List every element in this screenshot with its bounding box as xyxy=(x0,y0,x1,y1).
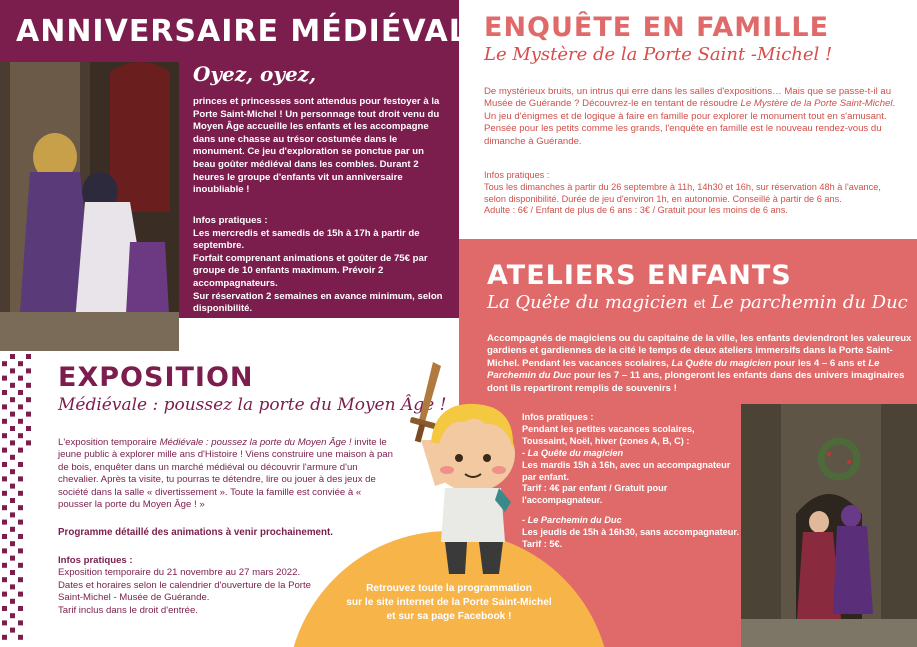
ateliers-a-time: Les mardis 15h à 16h, avec un accompagnateur par enfant. xyxy=(522,459,731,482)
enquete-title: ENQUÊTE EN FAMILLE xyxy=(484,12,830,43)
enquete-info-line: Adulte : 6€ / Enfant de plus de 6 ans : 3€ / Gratuit pour les moins de 6 ans. xyxy=(484,205,788,216)
child-knight-illustration xyxy=(395,362,515,577)
anniversaire-body: princes et princesses sont attendus pour festoyer à la Porte Saint-Michel ! Un personnage tout droit venu du Moyen Âge accueille les enfants et les accompagne dans une chasse au trésor costumée dans le monument. Ce jeu d'exploration se ponctue par un beau goûter médiéval dans les combles. Durant 2 heures le groupe d'enfants vit un anniversaire inoubliable ! xyxy=(193,96,440,196)
exposition-title: EXPOSITION xyxy=(58,362,254,393)
enquete-body xyxy=(484,86,904,148)
exposition-subtitle: Médiévale : poussez la porte du Moyen Âge ! xyxy=(58,395,447,415)
exposition-body-italic: Médiévale : poussez la porte du Moyen Âge ! xyxy=(159,437,352,448)
anniversaire-info-line: Sur réservation 2 semaines en avance minimum, selon disponibilité. xyxy=(193,290,443,315)
anniversaire-greeting: Oyez, oyez, xyxy=(193,62,317,86)
exposition-info-title: Infos pratiques : xyxy=(58,555,133,566)
exposition-info-line: Exposition temporaire du 21 novembre au 27 mars 2022. xyxy=(58,567,301,579)
anniversaire-info-line: Les mercredis et samedis de 15h à 17h à partir de septembre. xyxy=(193,227,420,252)
ateliers-b-time: Les jeudis de 15h à 16h30, sans accompagnateur. xyxy=(522,527,740,538)
enquete-info xyxy=(484,170,904,217)
ateliers-info xyxy=(522,412,742,551)
ateliers-info-title: Infos pratiques : xyxy=(522,412,594,422)
enquete-body-pre: De mystérieux bruits, un intrus qui erre dans les salles d'expositions… Mais que se passe-t-il au Musée de Guérande ? Découvrez-le en tentant de résoudre xyxy=(484,86,892,110)
ateliers-photo xyxy=(741,404,917,647)
ateliers-a-name: - La Quête du magicien xyxy=(522,447,624,458)
ateliers-b-name: - Le Parchemin du Duc xyxy=(522,515,622,526)
exposition-program-note: Programme détaillé des animations à venir prochainement. xyxy=(58,527,333,538)
enquete-info-title: Infos pratiques : xyxy=(484,170,550,180)
decorative-dot-pattern xyxy=(0,352,36,647)
enquete-body-italic: Le Mystère de la Porte Saint-Michel xyxy=(740,98,893,110)
ateliers-body-part: pour les 7 – 11 ans, plongeront les enfants dans des univers imaginaires dont ils repartiront remplis de souvenirs ! xyxy=(487,370,905,394)
anniversaire-info xyxy=(193,215,448,316)
ateliers-body-italic: Le Parchemin du Duc xyxy=(487,357,880,382)
ateliers-b-price: Tarif : 5€. xyxy=(522,539,563,550)
promo-line: et sur sa page Facebook ! xyxy=(386,611,512,622)
promo-text xyxy=(287,582,611,624)
exposition-body-part: L'exposition temporaire xyxy=(58,437,160,448)
exposition-body-part: invite le jeune public à explorer mille ans d'Histoire ! Viens construire une maison à pan de bois, enquêter dans un marché médiéval ou découvrir l'armure d'un chevalier. Après ta visite, tu pourras te détendre, lire ou jouer à des jeux de société dans la salle « divertissement ». Toute la famille est conviée à « pousser la porte du Moyen Âge ! » xyxy=(58,437,393,511)
ateliers-body xyxy=(487,333,912,395)
ateliers-subtitle-a: La Quête du magicien xyxy=(487,292,689,313)
ateliers-title: ATELIERS ENFANTS xyxy=(487,260,792,291)
exposition-info-line: Dates et horaires selon le calendrier d'ouverture de la Porte Saint-Michel - Musée de Guérande. xyxy=(58,579,312,604)
enquete-subtitle: Le Mystère de la Porte Saint -Michel ! xyxy=(484,44,833,65)
ateliers-subtitle-b: Le parchemin du Duc xyxy=(711,292,908,313)
promo-line: Retrouvez toute la programmation xyxy=(366,583,532,594)
ateliers-body-italic: La Quête du magicien xyxy=(671,357,772,369)
promo-line: sur le site internet de la Porte Saint-Michel xyxy=(346,597,552,608)
ateliers-subtitle xyxy=(487,292,908,313)
ateliers-a-price: Tarif : 4€ par enfant / Gratuit pour l'accompagnateur. xyxy=(522,483,668,506)
ateliers-info-intro: Pendant les petites vacances scolaires, Toussaint, Noël, hiver (zones A, B, C) : xyxy=(522,423,695,446)
ateliers-body-part: Accompagnés de magiciens ou du capitaine de la ville, les enfants deviendront les valeureux gardiens et gardiennes de la cité le temps de deux ateliers immersifs dans la Porte Saint-Michel. Pendant les vacances scolaires, xyxy=(487,333,912,369)
anniversaire-title: ANNIVERSAIRE MÉDIÉVAL xyxy=(16,14,469,49)
exposition-info-line: Tarif inclus dans le droit d'entrée. xyxy=(58,604,198,616)
enquete-body-post: . Un jeu d'énigmes et de logique à faire en famille pour explorer le monument tout en s'amusant. Pensée pour les petits comme les grands, l'enquête en famille est le nouveau rendez-vous du dimanche à Guérande. xyxy=(484,98,896,147)
exposition-body xyxy=(58,437,398,511)
ateliers-body-part: pour les 4 – 6 ans et xyxy=(771,357,869,369)
ateliers-subtitle-and: et xyxy=(693,295,706,311)
anniversaire-photo xyxy=(0,62,179,351)
anniversaire-info-title: Infos pratiques : xyxy=(193,215,268,226)
anniversaire-info-line: Forfait comprenant animations et goûter de 75€ par groupe de 10 enfants maximum. Prévoir 2 accompagnateurs. xyxy=(193,252,428,289)
enquete-info-line: Tous les dimanches à partir du 26 septembre à 11h, 14h30 et 16h, sur réservation 48h à l'avance, selon disponibilité. Durée de jeu d'environ 1h, en autonomie. Conseillé à partir de 6 ans. xyxy=(484,181,881,204)
